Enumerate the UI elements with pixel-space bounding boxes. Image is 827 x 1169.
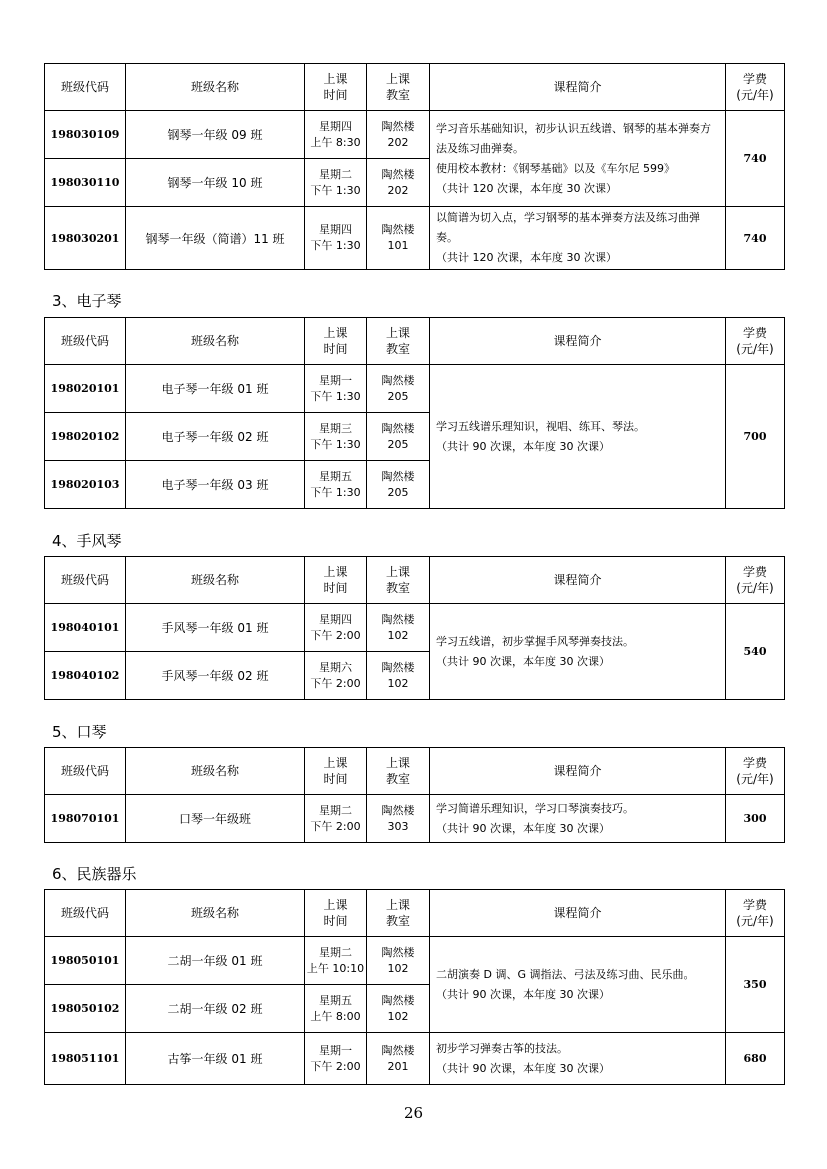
class-room: 陶然楼 102	[367, 985, 430, 1033]
header-desc: 课程简介	[430, 890, 726, 937]
class-code: 198030109	[45, 111, 126, 159]
accordion-table	[44, 556, 785, 700]
class-room: 陶然楼 202	[367, 159, 430, 207]
header-time: 上课 时间	[305, 64, 367, 111]
table-row	[45, 207, 785, 270]
table-row	[45, 365, 785, 413]
section-title-accordion: 4、手风琴	[52, 532, 122, 550]
header-desc: 课程简介	[430, 318, 726, 365]
tuition-fee: 680	[726, 1033, 785, 1085]
class-room: 陶然楼 102	[367, 604, 430, 652]
header-fee: 学费 (元/年)	[726, 64, 785, 111]
class-room: 陶然楼 303	[367, 795, 430, 843]
header-room: 上课 教室	[367, 318, 430, 365]
header-name: 班级名称	[126, 890, 305, 937]
harmonica-table	[44, 747, 785, 843]
class-code: 198030110	[45, 159, 126, 207]
class-room: 陶然楼 205	[367, 365, 430, 413]
section-title-folk: 6、民族器乐	[52, 865, 137, 883]
header-time: 上课 时间	[305, 318, 367, 365]
header-fee: 学费 (元/年)	[726, 318, 785, 365]
class-time: 星期二 下午 1:30	[305, 159, 367, 207]
class-code: 198040101	[45, 604, 126, 652]
course-description: 学习五线谱，初步掌握手风琴弹奏技法。 （共计 90 次课，本年度 30 次课）	[430, 604, 726, 700]
class-name: 手风琴一年级 02 班	[126, 652, 305, 700]
piano-table	[44, 63, 785, 270]
class-room: 陶然楼 205	[367, 413, 430, 461]
course-description: 学习音乐基础知识，初步认识五线谱、钢琴的基本弹奏方 法及练习曲弹奏。 使用校本教材：《钢琴基础》以及《车尔尼 599》 （共计 120 次课，本年度 30 次课）	[430, 111, 726, 207]
header-time: 上课 时间	[305, 557, 367, 604]
class-name: 钢琴一年级（简谱）11 班	[126, 207, 305, 270]
class-name: 钢琴一年级 10 班	[126, 159, 305, 207]
class-name: 二胡一年级 02 班	[126, 985, 305, 1033]
header-name: 班级名称	[126, 318, 305, 365]
table-header-row	[45, 748, 785, 795]
header-code: 班级代码	[45, 890, 126, 937]
class-room: 陶然楼 202	[367, 111, 430, 159]
header-name: 班级名称	[126, 748, 305, 795]
table-row	[45, 795, 785, 843]
class-name: 钢琴一年级 09 班	[126, 111, 305, 159]
table-header-row	[45, 64, 785, 111]
class-code: 198051101	[45, 1033, 126, 1085]
header-time: 上课 时间	[305, 748, 367, 795]
tuition-fee: 540	[726, 604, 785, 700]
header-code: 班级代码	[45, 748, 126, 795]
class-code: 198050102	[45, 985, 126, 1033]
header-fee: 学费 (元/年)	[726, 890, 785, 937]
class-room: 陶然楼 205	[367, 461, 430, 509]
tuition-fee: 740	[726, 111, 785, 207]
header-desc: 课程简介	[430, 748, 726, 795]
class-time: 星期二 下午 2:00	[305, 795, 367, 843]
class-time: 星期四 下午 1:30	[305, 207, 367, 270]
table-header-row	[45, 890, 785, 937]
header-room: 上课 教室	[367, 890, 430, 937]
class-time: 星期五 下午 1:30	[305, 461, 367, 509]
course-description: 二胡演奏 D 调、G 调指法、弓法及练习曲、民乐曲。 （共计 90 次课，本年度 30 次课）	[430, 937, 726, 1033]
class-code: 198070101	[45, 795, 126, 843]
class-code: 198030201	[45, 207, 126, 270]
header-desc: 课程简介	[430, 557, 726, 604]
tuition-fee: 350	[726, 937, 785, 1033]
header-room: 上课 教室	[367, 557, 430, 604]
header-time: 上课 时间	[305, 890, 367, 937]
tuition-fee: 700	[726, 365, 785, 509]
header-fee: 学费 (元/年)	[726, 748, 785, 795]
class-code: 198040102	[45, 652, 126, 700]
class-room: 陶然楼 201	[367, 1033, 430, 1085]
folk-table	[44, 889, 785, 1085]
class-name: 手风琴一年级 01 班	[126, 604, 305, 652]
class-time: 星期六 下午 2:00	[305, 652, 367, 700]
class-time: 星期三 下午 1:30	[305, 413, 367, 461]
header-fee: 学费 (元/年)	[726, 557, 785, 604]
table-row	[45, 604, 785, 652]
tuition-fee: 740	[726, 207, 785, 270]
class-name: 口琴一年级班	[126, 795, 305, 843]
section-title-harmonica: 5、口琴	[52, 723, 107, 741]
header-code: 班级代码	[45, 64, 126, 111]
class-room: 陶然楼 102	[367, 652, 430, 700]
class-name: 电子琴一年级 01 班	[126, 365, 305, 413]
header-desc: 课程简介	[430, 64, 726, 111]
class-time: 星期四 上午 8:30	[305, 111, 367, 159]
header-name: 班级名称	[126, 64, 305, 111]
class-code: 198020101	[45, 365, 126, 413]
section-title-keyboard: 3、电子琴	[52, 292, 122, 310]
header-room: 上课 教室	[367, 64, 430, 111]
class-time: 星期四 下午 2:00	[305, 604, 367, 652]
header-code: 班级代码	[45, 318, 126, 365]
course-description: 学习简谱乐理知识，学习口琴演奏技巧。 （共计 90 次课，本年度 30 次课）	[430, 795, 726, 843]
header-room: 上课 教室	[367, 748, 430, 795]
tuition-fee: 300	[726, 795, 785, 843]
class-name: 古筝一年级 01 班	[126, 1033, 305, 1085]
course-description: 以简谱为切入点，学习钢琴的基本弹奏方法及练习曲弹 奏。 （共计 120 次课，本年度 30 次课）	[430, 207, 726, 270]
class-time: 星期二 上午 10:10	[305, 937, 367, 985]
class-name: 二胡一年级 01 班	[126, 937, 305, 985]
table-header-row	[45, 557, 785, 604]
class-code: 198050101	[45, 937, 126, 985]
course-description: 学习五线谱乐理知识，视唱、练耳、琴法。 （共计 90 次课，本年度 30 次课）	[430, 365, 726, 509]
course-description: 初步学习弹奏古筝的技法。 （共计 90 次课，本年度 30 次课）	[430, 1033, 726, 1085]
class-code: 198020102	[45, 413, 126, 461]
class-name: 电子琴一年级 03 班	[126, 461, 305, 509]
class-time: 星期一 下午 1:30	[305, 365, 367, 413]
table-row	[45, 1033, 785, 1085]
class-time: 星期一 下午 2:00	[305, 1033, 367, 1085]
keyboard-table	[44, 317, 785, 509]
class-room: 陶然楼 101	[367, 207, 430, 270]
class-time: 星期五 上午 8:00	[305, 985, 367, 1033]
header-code: 班级代码	[45, 557, 126, 604]
header-name: 班级名称	[126, 557, 305, 604]
class-room: 陶然楼 102	[367, 937, 430, 985]
table-header-row	[45, 318, 785, 365]
class-name: 电子琴一年级 02 班	[126, 413, 305, 461]
class-code: 198020103	[45, 461, 126, 509]
table-row	[45, 937, 785, 985]
table-row	[45, 111, 785, 159]
page-number: 26	[403, 1104, 424, 1122]
